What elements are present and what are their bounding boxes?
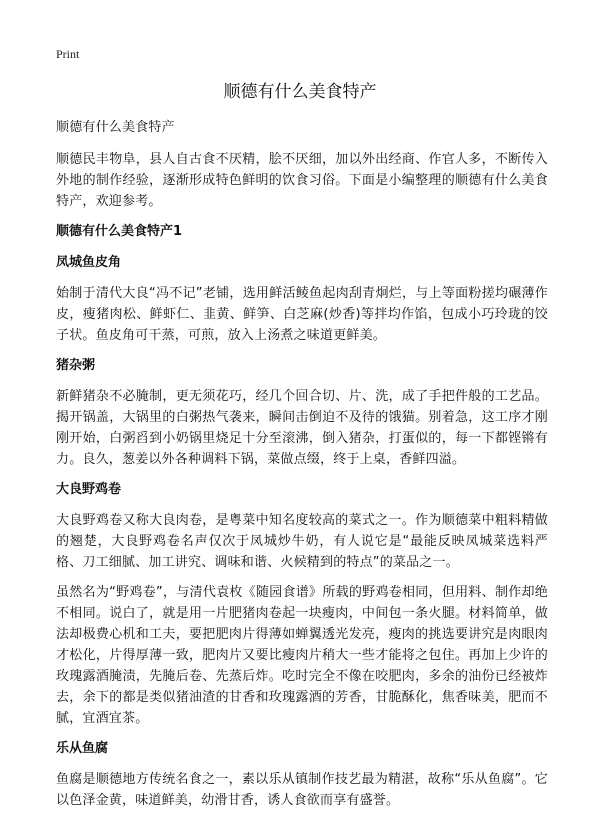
item-heading-yupijiao: 凤城鱼皮角: [56, 255, 122, 270]
item-paragraph: 鱼腐是顺德地方传统名食之一，素以乐从镇制作技艺最为精湛，故称“乐从鱼腐”。它以色泽金黄，味道鲜美，幼滑甘香，诱人食欲而享有盛誉。: [56, 772, 548, 808]
item-paragraph: 始制于清代大良“冯不记”老铺，选用鲜活鲮鱼起肉刮青炯烂，与上等面粉搓均碾薄作皮，瘦猪肉松、鲜虾仁、韭黄、鲜笋、白芝麻(炒香)等拌均作馅，包成小巧玲珑的饺子状。鱼皮角可干蒸，可煎，放入上汤煮之味道更鲜美。: [56, 286, 548, 343]
article-body: [56, 117, 548, 820]
section-heading: 顺德有什么美食特产1: [56, 224, 183, 239]
intro-paragraph: 顺德民丰物阜，县人自古食不厌精，脍不厌细，加以外出经商、作官人多，不断传入外地的制作经验，逐渐形成特色鲜明的饮食习俗。下面是小编整理的顺德有什么美食特产，欢迎参考。: [56, 152, 548, 209]
print-link[interactable]: Print: [56, 47, 80, 61]
item-heading-yejijuan: 大良野鸡卷: [56, 482, 122, 497]
item-heading-zhuzazhou: 猪杂粥: [56, 358, 96, 373]
item-paragraph: 大良野鸡卷又称大良肉卷，是粤菜中知名度较高的菜式之一。作为顺德菜中粗料精做的翘楚，大良野鸡卷名声仅次于凤城炒牛奶，有人说它是“最能反映凤城菜选料严格、刀工细腻、加工讲究、调味和谐、火候精到的特点”的菜品之一。: [56, 513, 548, 570]
item-paragraph: 虽然名为“野鸡卷”，与清代袁枚《随园食谱》所载的野鸡卷相同，但用料、制作却绝不相同。说白了，就是用一片肥猪肉卷起一块瘦肉，中间包一条火腿。材料简单，做法却极费心机和工夫，要把肥肉片得薄如蝉翼透光发亮，瘦肉的挑选要讲究是肉眼肉才松化，片得厚薄一致，肥肉片又要比瘦肉片稍大一些才能将之包住。再加上少许的玫瑰露酒腌渍，先腌后卷、先蒸后炸。吃时完全不像在咬肥肉，多余的油份已经被炸去，余下的都是类似猪油渣的甘香和玫瑰露酒的芳香，甘脆酥化，焦香味美，肥而不腻，宜酒宜茶。: [56, 585, 548, 726]
article-subtitle: 顺德有什么美食特产: [56, 120, 175, 135]
page-title: 顺德有什么美食特产: [223, 82, 377, 102]
item-heading-yufu: 乐从鱼腐: [56, 741, 109, 756]
item-paragraph: 新鲜猪杂不必腌制，更无须花巧，经几个回合切、片、洗，成了手把件般的工艺品。揭开锅盖，大锅里的白粥热气袭来，瞬间击倒迫不及待的饿猫。别着急，这工序才刚刚开始，白粥舀到小奶锅里烧足十分至滚沸，倒入猪杂，打蛋似的，每一下都铿锵有力。良久，葱姜以外各种调料下锅，菜做点缀，终于上桌，香鲜四溢。: [56, 389, 548, 467]
